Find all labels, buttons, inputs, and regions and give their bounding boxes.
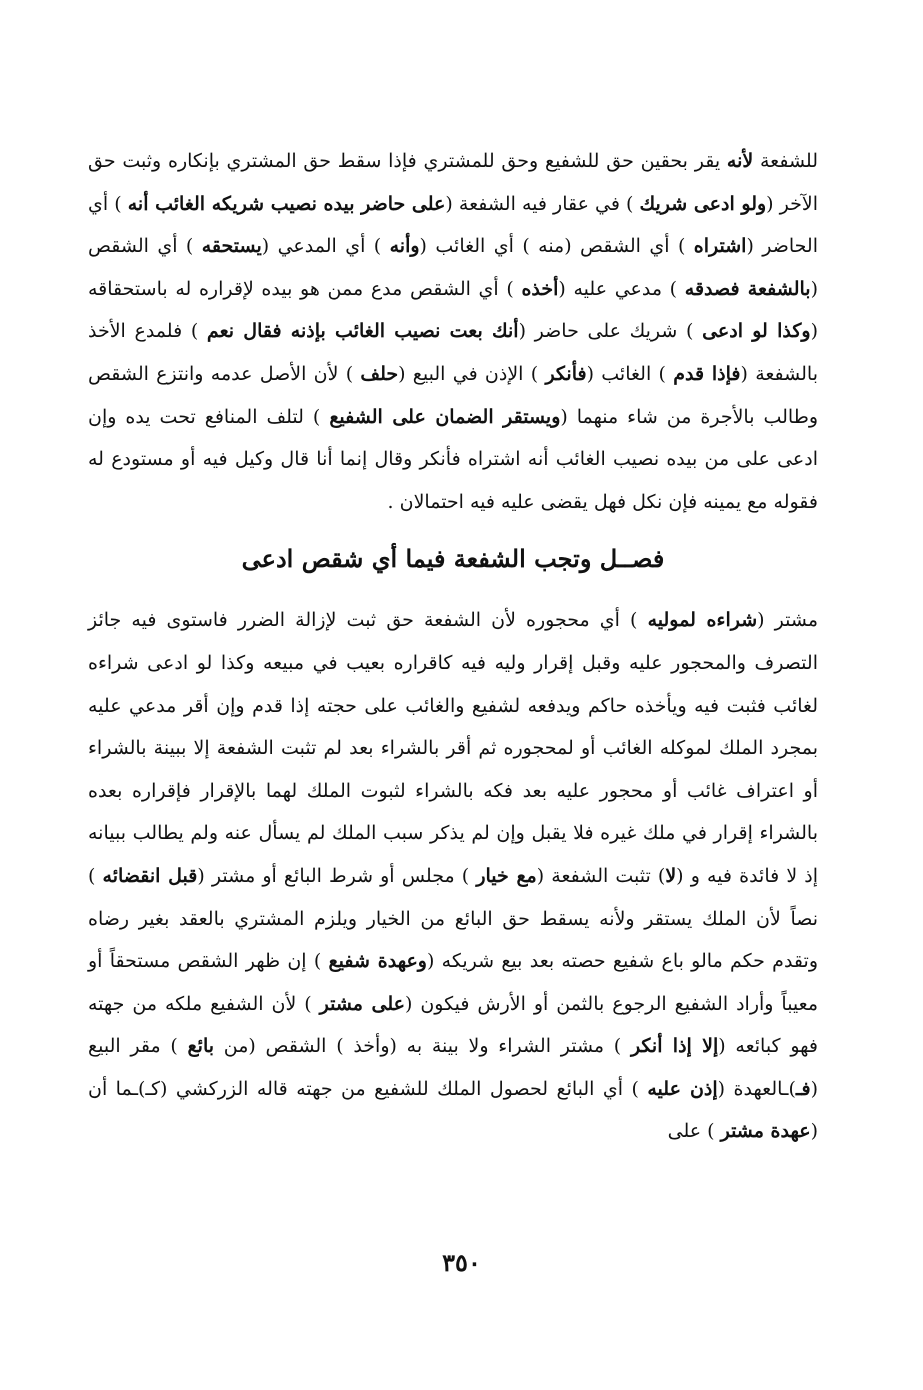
bold-matn: فأنكر [545,362,587,385]
text-run: ) نصاً لأن الملك يستقر ولأنه يسقط حق البائع من الخيار ويلزم المشتري بالعقد بغير رضاه وتقدم حكم مالو باع شفيع حصته بعد بيع شريكه ( [88,864,818,973]
text-run: مشتر ( [757,609,819,632]
bold-matn: مع خيار [476,864,537,887]
text-run: ) مدعي عليه ( [558,277,678,300]
text-run: ) تثبت الشفعة ( [536,864,666,887]
text-run: ) الغائب ( [586,362,666,385]
bold-matn: عهدة مشتر [720,1120,811,1143]
bold-matn: أخذه [521,277,559,300]
text-run: ) أي محجوره لأن الشفعة حق ثبت لإزالة الضرر فاستوى فيه جائز التصرف والمحجور عليه وقبل إقرار وليه فيه كاقراره بعيب في مبيعه وكذا لو ادعى شراءه لغائب فثبت فيه ويأخذه حاكم ويدفعه لشفيع والغائب على حجته إذا قدم وإن أقر مدعي عليه بمجرد الملك لموكله الغائب أو لمحجوره ثم أقر بالشراء بعد لم تثبت الشفعة إلا ببينة بالشراء أو اعتراف غائب أو محجور عليه بعد فكه بالشراء لثبوت الملك لهما بالإقرار فإقراره بعده بالشراء إقرار في ملك غيره فلا يقبل وإن لم يذكر سبب الملك لم يسأل عنه ولم يطالب ببيانه إذ لا فائدة فيه و ( [88,609,819,887]
bold-matn: إذن عليه [647,1077,718,1100]
bold-matn: بائع [187,1035,215,1058]
text-run: ) لأن الأصل عدمه وانتزع الشقص وطالب بالأجرة من شاء منهما ( [88,362,818,428]
text-run: ) مقر البيع ( [88,1035,818,1100]
bold-matn: إلا إذا أنكر [630,1035,719,1058]
bold-matn: أنك بعت نصيب الغائب بإذنه فقال نعم [206,320,519,343]
page-body [88,140,818,1153]
bold-matn: على مشتر [319,992,405,1015]
text-run: ) في عقار فيه الشفعة ( [445,192,634,215]
bold-matn: وكذا لو ادعى [702,320,811,343]
page-number: ٣٥٠ [442,1248,481,1277]
bold-matn: وعهدة شفيع [328,950,427,973]
bold-matn: يستحقه [201,235,262,258]
text-run: ) أي الشقص ( [88,235,819,300]
text-run: ) أي الشقص مدع ممن هو بيده لإقراره له باستحقاقه ( [88,277,818,343]
bold-matn: فـ [795,1077,811,1100]
text-run: ) فلمدع الأخذ بالشفعة ( [88,320,818,385]
text-run: )ـالعهدة ( [717,1077,796,1100]
bold-matn: بالشفعة فصدقه [684,277,811,300]
text-run: ) شريك على حاضر ( [518,320,694,343]
bold-matn: قبل انقضائه [102,864,198,887]
bold-matn: وأنه [389,235,420,258]
paragraph-1 [88,140,818,523]
text-run: ) لتلف المنافع تحت يده وإن ادعى على من بيده نصيب الغائب أنه اشتراه فأنكر وقال إنما أنا قال وكيل فيه أو مستودع له فقوله مع يمينه فإن نكل فهل يقضى عليه فيه احتمالان . [88,405,818,513]
text-run: ) الإذن في البيع ( [398,362,539,385]
bold-matn: حلف [360,362,399,385]
section-heading: فصــل وتجب الشفعة فيما أي شقص ادعى [241,544,665,574]
bold-matn: اشتراه [693,235,747,258]
text-run: ) أي المدعي ( [261,235,382,258]
paragraph-2 [88,599,818,1153]
text-run: ) على [667,1120,715,1143]
bold-matn: لأنه [726,150,754,172]
bold-matn: لا [665,864,677,887]
text-run: ) مجلس أو شرط البائع أو مشتر ( [197,864,470,887]
text-run: ) إن ظهر الشقص مستحقاً أو معيباً وأراد الشفيع الرجوع بالثمن أو الأرش فيكون ( [88,950,819,1015]
text-run: ) لأن الشفيع ملكه من جهته فهو كبائعه ( [88,992,818,1058]
text-run: ) أي البائع لحصول الملك للشفيع من جهته قاله الزركشي (كـ)ـما أن ( [88,1077,818,1143]
text-run: ) أي الحاضر ( [88,192,818,258]
bold-matn: ولو ادعى شريك [639,192,767,215]
bold-matn: ويستقر الضمان على الشفيع [329,405,561,428]
bold-matn: شراءه لموليه [647,609,758,632]
text-run: يقر بحقين حق للشفيع وحق للمشتري فإذا سقط حق المشتري بإنكاره وثبت حق الآخر ( [88,150,818,215]
text-run: ) مشتر الشراء ولا بينة به (وأخذ ) الشقص (من [214,1035,622,1058]
text-run: ) أي الشقص (منه ) أي الغائب ( [419,235,686,258]
text-run: للشفعة [759,150,818,172]
bold-matn: على حاضر بيده نصيب شريكه الغائب أنه [127,192,446,215]
bold-matn: فإذا قدم [673,362,741,385]
